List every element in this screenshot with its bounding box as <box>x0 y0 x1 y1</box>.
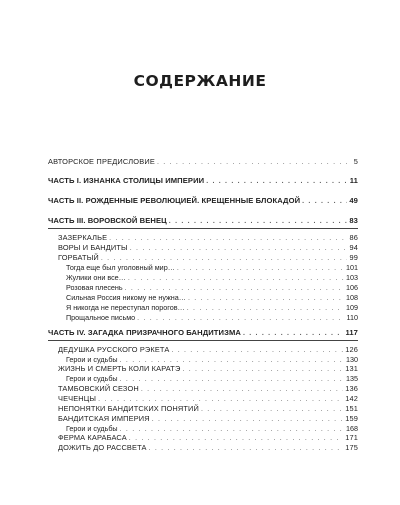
toc-entry-page: 151 <box>345 404 358 413</box>
dot-leader <box>98 396 343 403</box>
toc-entry-chapter[interactable] <box>58 233 358 242</box>
dot-leader <box>206 178 348 185</box>
toc-entry-label: ДЕДУШКА РУССКОГО РЭКЕТА <box>58 345 170 354</box>
toc-entry-page: 135 <box>346 374 358 383</box>
toc-entry-page: 101 <box>346 263 358 272</box>
dot-leader <box>129 435 343 442</box>
toc-entry-subsection[interactable] <box>66 273 358 282</box>
toc-entry-label: ЧАСТЬ III. ВОРОВСКОЙ ВЕНЕЦ <box>48 216 167 225</box>
toc-entry-page: 103 <box>346 273 358 282</box>
toc-entry-subsection[interactable] <box>66 263 358 272</box>
dot-leader <box>120 376 344 383</box>
toc-entry-subsection[interactable] <box>66 355 358 364</box>
toc-entry-label: ВОРЫ И БАНДИТЫ <box>58 243 128 252</box>
toc-entry-page: 136 <box>345 384 358 393</box>
toc-entry-part-2[interactable] <box>48 196 358 205</box>
toc-entry-page: 159 <box>345 414 358 423</box>
toc-entry-chapter[interactable] <box>58 253 358 262</box>
toc-entry-page: 106 <box>346 283 358 292</box>
toc-entry-subsection[interactable] <box>66 374 358 383</box>
section-underline <box>48 340 358 341</box>
toc-entry-label: НЕПОНЯТКИ БАНДИТСКИХ ПОНЯТИЙ <box>58 404 199 413</box>
section-underline <box>48 228 358 229</box>
dot-leader <box>141 386 343 393</box>
dot-leader <box>137 315 344 322</box>
toc-entry-chapter[interactable] <box>58 394 358 403</box>
toc-entry-subsection[interactable] <box>66 303 358 312</box>
toc-entry-subsection[interactable] <box>66 293 358 302</box>
toc-entry-subsection[interactable] <box>66 313 358 322</box>
dot-leader <box>187 305 344 312</box>
dot-leader <box>169 218 348 225</box>
toc-entry-page: 99 <box>349 253 358 262</box>
toc-entry-label: Герои и судьбы <box>66 355 118 364</box>
toc-entry-page: 142 <box>345 394 358 403</box>
dot-leader <box>177 265 344 272</box>
toc-entry-page: 117 <box>345 328 358 337</box>
toc-entry-label: ТАМБОВСКИЙ СЕЗОН <box>58 384 139 393</box>
dot-leader <box>243 330 343 337</box>
dot-leader <box>130 245 348 252</box>
toc-entry-label: Герои и судьбы <box>66 424 118 433</box>
toc-entry-chapter[interactable] <box>58 433 358 442</box>
dot-leader <box>182 366 343 373</box>
dot-leader <box>302 198 347 205</box>
toc-entry-part-4[interactable] <box>48 328 358 337</box>
toc-entry-label: ГОРБАТЫЙ <box>58 253 99 262</box>
toc-entry-page: 109 <box>346 303 358 312</box>
dot-leader <box>201 406 343 413</box>
toc-entry-label: ЗАЗЕРКАЛЬЕ <box>58 233 108 242</box>
toc-entry-label: Жулики они все… <box>66 273 126 282</box>
toc-entry-label: Сильная Россия никому не нужна… <box>66 293 186 302</box>
dot-leader <box>109 235 347 242</box>
dot-leader <box>152 416 343 423</box>
dot-leader <box>171 347 343 354</box>
dot-leader <box>120 426 344 433</box>
toc-entry-chapter[interactable] <box>58 384 358 393</box>
dot-leader <box>101 255 348 262</box>
page-title: СОДЕРЖАНИЕ <box>133 72 267 90</box>
toc-entry-page: 171 <box>345 433 358 442</box>
toc-entry-label: Я никогда не переступал порогов… <box>66 303 185 312</box>
toc-entry-label: ЧЕЧЕНЦЫ <box>58 394 97 403</box>
toc-entry-subsection[interactable] <box>66 424 358 433</box>
toc-entry-preface[interactable] <box>48 157 358 166</box>
toc-entry-part-3[interactable] <box>48 216 358 225</box>
dot-leader <box>128 275 344 282</box>
dot-leader <box>125 285 344 292</box>
toc-entry-page: 131 <box>345 364 358 373</box>
toc-entry-page: 83 <box>349 216 358 225</box>
toc-entry-label: Герои и судьбы <box>66 374 118 383</box>
toc-entry-page: 175 <box>345 443 358 452</box>
toc-entry-label: Тогда еще был уголовный мир… <box>66 263 175 272</box>
toc-entry-part-1[interactable] <box>48 176 358 185</box>
toc-entry-label: ДОЖИТЬ ДО РАССВЕТА <box>58 443 147 452</box>
toc-entry-label: ЧАСТЬ II. РОЖДЕННЫЕ РЕВОЛЮЦИЕЙ. КРЕЩЕННЫЕ БЛОКАДОЙ <box>48 196 301 205</box>
toc-entry-page: 86 <box>349 233 358 242</box>
toc-entry-page: 110 <box>346 313 358 322</box>
toc-entry-label: ФЕРМА КАРАБАСА <box>58 433 127 442</box>
toc-entry-page: 49 <box>349 196 358 205</box>
toc-entry-page: 108 <box>346 293 358 302</box>
toc-entry-chapter[interactable] <box>58 243 358 252</box>
toc-entry-label: АВТОРСКОЕ ПРЕДИСЛОВИЕ <box>48 157 155 166</box>
toc-entry-chapter[interactable] <box>58 364 358 373</box>
dot-leader <box>120 357 344 364</box>
toc-entry-chapter[interactable] <box>58 345 358 354</box>
toc-entry-subsection[interactable] <box>66 283 358 292</box>
toc-entry-label: ЖИЗНЬ И СМЕРТЬ КОЛИ КАРАТЭ <box>58 364 181 373</box>
toc-entry-label: Розовая плесень <box>66 283 123 292</box>
toc-entry-page: 94 <box>349 243 358 252</box>
toc-entry-chapter[interactable] <box>58 404 358 413</box>
toc-entry-page: 130 <box>346 355 358 364</box>
toc-entry-page: 126 <box>345 345 358 354</box>
toc-entry-label: Прощальное письмо <box>66 313 136 322</box>
toc-entry-label: ЧАСТЬ IV. ЗАГАДКА ПРИЗРАЧНОГО БАНДИТИЗМА <box>48 328 241 337</box>
toc-entry-chapter[interactable] <box>58 414 358 423</box>
toc-entry-page: 168 <box>346 424 358 433</box>
toc-entry-label: ЧАСТЬ I. ИЗНАНКА СТОЛИЦЫ ИМПЕРИИ <box>48 176 205 185</box>
toc-entry-label: БАНДИТСКАЯ ИМПЕРИЯ <box>58 414 150 423</box>
dot-leader <box>157 159 352 166</box>
toc-entry-chapter[interactable] <box>58 443 358 452</box>
toc-entry-page: 11 <box>349 176 358 185</box>
dot-leader <box>188 295 344 302</box>
dot-leader <box>149 445 344 452</box>
toc-entry-page: 5 <box>353 157 358 166</box>
